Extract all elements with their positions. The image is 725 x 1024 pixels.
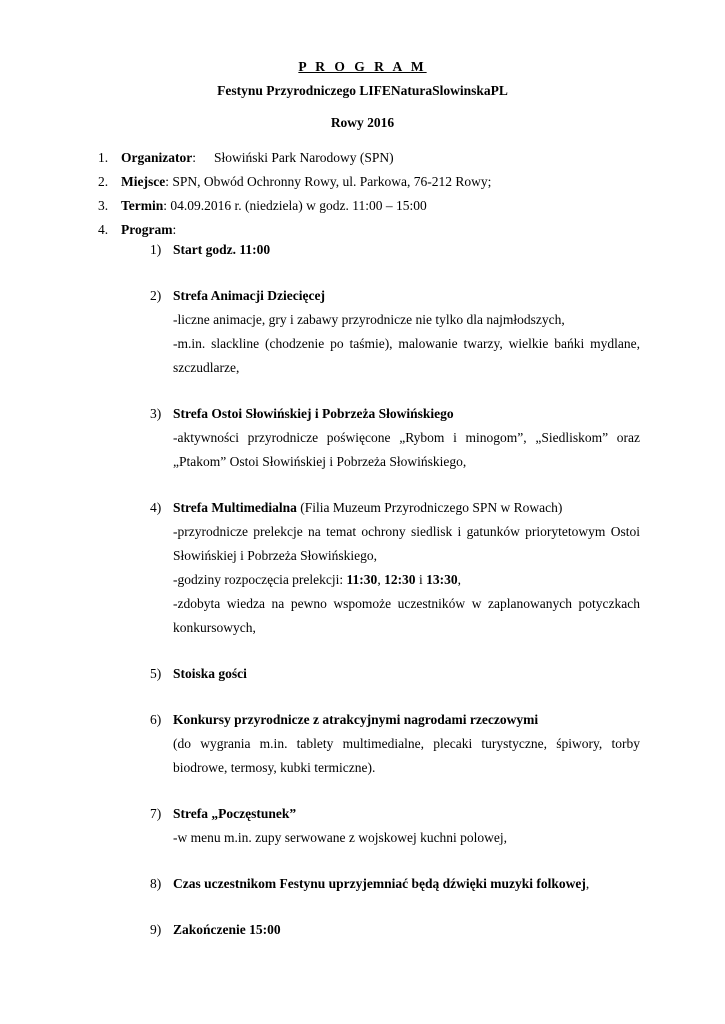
- separator: ,: [457, 572, 461, 587]
- program-item-end: [150, 918, 640, 942]
- item-number: 4): [150, 500, 162, 515]
- item-line: Słowińskiej i Pobrzeża Słowińskiego,: [173, 548, 377, 563]
- lecture-time: 12:30: [384, 572, 416, 587]
- info-number: 2.: [98, 174, 109, 189]
- info-sep: :: [172, 222, 177, 237]
- item-line: „Ptakom” Ostoi Słowińskiej i Pobrzeża Słowińskiego,: [173, 454, 467, 469]
- info-item-organizer: [98, 146, 640, 170]
- item-title: Strefa „Poczęstunek”: [173, 806, 297, 821]
- info-number: 3.: [98, 198, 109, 213]
- item-title: Czas uczestnikom Festynu uprzyjemniać będą dźwięki muzyki folkowej: [173, 876, 586, 891]
- info-number: 4.: [98, 222, 109, 237]
- program-item-guest-stands: [150, 662, 640, 686]
- item-title: Strefa Ostoi Słowińskiej i Pobrzeża Słowińskiego: [173, 406, 454, 421]
- item-number: 3): [150, 406, 162, 421]
- info-value: Słowiński Park Narodowy (SPN): [214, 150, 394, 165]
- item-title-note: (Filia Muzeum Przyrodniczego SPN w Rowach): [296, 500, 563, 515]
- item-line: -aktywności przyrodnicze poświęcone „Rybom i minogom”, „Siedliskom” oraz: [173, 430, 640, 445]
- item-line: -liczne animacje, gry i zabawy przyrodnicze nie tylko dla najmłodszych,: [173, 312, 565, 327]
- program-item-start: [150, 238, 640, 262]
- program-item-multimedia-zone: [150, 496, 640, 640]
- info-label: Program: [121, 222, 173, 237]
- lecture-time: 13:30: [426, 572, 458, 587]
- festival-name: Festynu Przyrodniczego LIFENaturaSlowinskaPL: [217, 83, 508, 98]
- lecture-time: 11:30: [346, 572, 378, 587]
- item-line: -przyrodnicze prelekcje na temat ochrony siedlisk i gatunków priorytetowym Ostoi: [173, 524, 640, 539]
- info-value: 04.09.2016 r. (niedziela) w godz. 11:00 – 15:00: [167, 198, 427, 213]
- item-number: 6): [150, 712, 162, 727]
- program-item-children-zone: [150, 284, 640, 380]
- info-sep: :: [163, 198, 168, 213]
- info-list: [98, 146, 640, 242]
- item-title: Strefa Multimedialna: [173, 500, 297, 515]
- info-item-date: [98, 194, 640, 218]
- program-item-ostoja-zone: [150, 402, 640, 474]
- program-title: P R O G R A M: [298, 59, 427, 74]
- program-list: [150, 238, 640, 942]
- item-title: Strefa Animacji Dziecięcej: [173, 288, 325, 303]
- info-label: Termin: [121, 198, 164, 213]
- item-number: 2): [150, 288, 162, 303]
- item-title: Start godz. 11:00: [173, 242, 271, 257]
- info-label: Miejsce: [121, 174, 166, 189]
- separator: i: [415, 572, 427, 587]
- item-line: (do wygrania m.in. tablety multimedialne, plecaki turystyczne, śpiwory, torby: [173, 736, 640, 751]
- info-sep: :: [192, 150, 196, 165]
- item-line: biodrowe, termosy, kubki termiczne).: [173, 760, 376, 775]
- item-number: 1): [150, 242, 162, 257]
- item-line: -m.in. slackline (chodzenie po taśmie), malowanie twarzy, wielkie bańki mydlane,: [173, 336, 640, 351]
- separator: ,: [585, 876, 590, 891]
- item-line: -zdobyta wiedza na pewno wspomoże uczestników w zaplanowanych potyczkach: [173, 596, 640, 611]
- info-label: Organizator: [121, 150, 193, 165]
- info-item-place: [98, 170, 640, 194]
- info-number: 1.: [98, 150, 109, 165]
- item-title: Zakończenie 15:00: [173, 922, 281, 937]
- program-item-folk-music: [150, 872, 640, 896]
- item-number: 5): [150, 666, 162, 681]
- lecture-times-label: -godziny rozpoczęcia prelekcji:: [173, 572, 347, 587]
- item-number: 9): [150, 922, 162, 937]
- item-line: konkursowych,: [173, 620, 256, 635]
- program-item-contests: [150, 708, 640, 780]
- item-number: 7): [150, 806, 162, 821]
- item-title: Konkursy przyrodnicze z atrakcyjnymi nagrodami rzeczowymi: [173, 712, 539, 727]
- location-year: Rowy 2016: [330, 115, 395, 130]
- document-header: [0, 55, 725, 134]
- item-number: 8): [150, 876, 162, 891]
- item-line: szczudlarze,: [173, 360, 240, 375]
- info-sep: :: [165, 174, 169, 189]
- info-value: SPN, Obwód Ochronny Rowy, ul. Parkowa, 76-212 Rowy;: [168, 174, 492, 189]
- lecture-times: [173, 568, 640, 592]
- item-title: Stoiska gości: [173, 666, 247, 681]
- separator: ,: [377, 572, 385, 587]
- program-item-refreshments: [150, 802, 640, 850]
- item-line: -w menu m.in. zupy serwowane z wojskowej kuchni polowej,: [173, 830, 508, 845]
